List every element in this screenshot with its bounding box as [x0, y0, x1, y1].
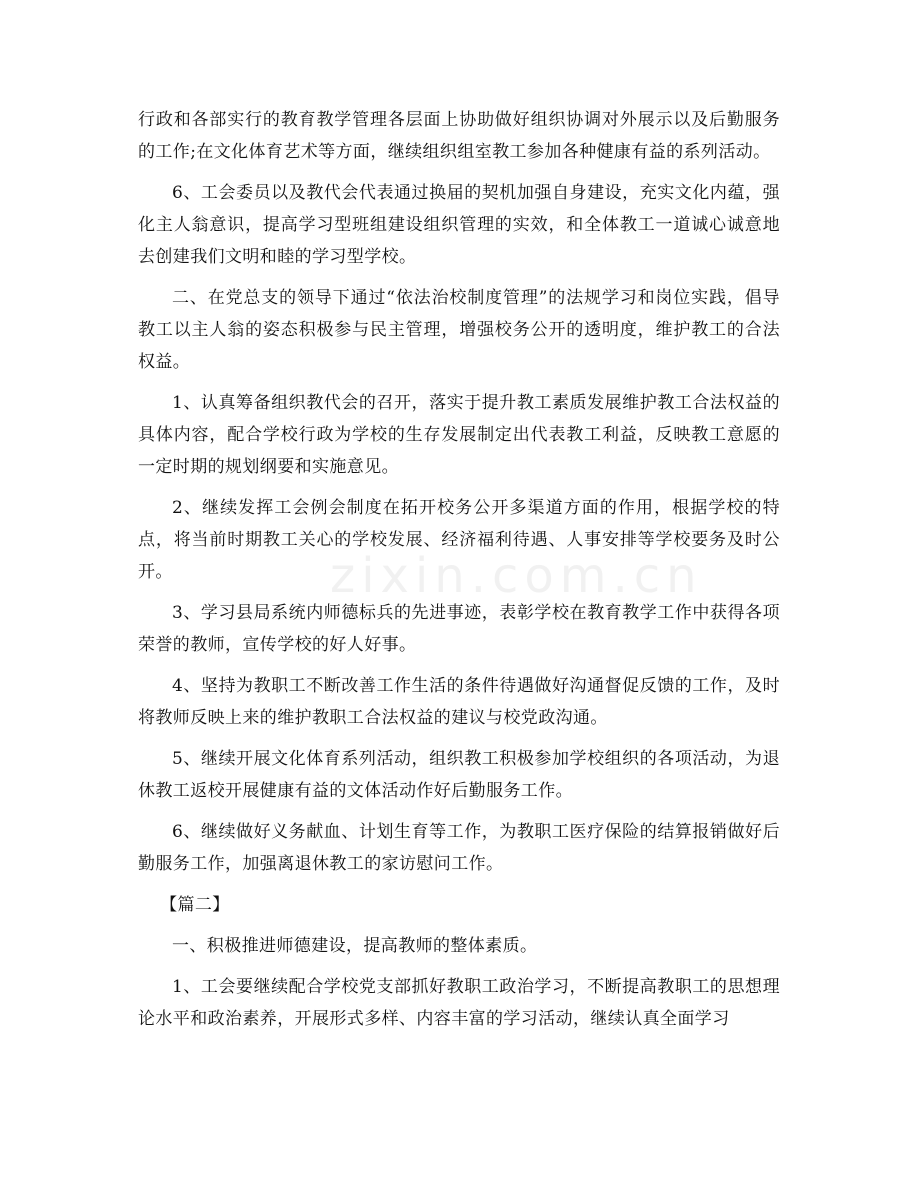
- watermark: zixin.com.cn: [330, 548, 703, 604]
- paragraph-6: 3、学习县局系统内师德标兵的先进事迹，表彰学校在教育教学工作中获得各项荣誉的教师，宣传学校的好人好事。: [138, 603, 780, 655]
- paragraph-7: 4、坚持为教职工不断改善工作生活的条件待遇做好沟通督促反馈的工作，及时将教师反映上来的维护教职工合法权益的建议与校党政沟通。: [138, 676, 780, 728]
- paragraph-5: 2、继续发挥工会例会制度在拓开校务公开多渠道方面的作用，根据学校的特点，将当前时期教工关心的学校发展、经济福利待遇、人事安排等学校要务及时公开。: [138, 498, 780, 582]
- paragraph-12: 1、工会要继续配合学校党支部抓好教职工政治学习，不断提高教职工的思想理论水平和政治素养，开展形式多样、内容丰富的学习活动，继续认真全面学习: [138, 977, 780, 1029]
- section-heading: 【篇二】: [160, 895, 230, 915]
- paragraph-3: 二、在党总支的领导下通过“依法治校制度管理”的法规学习和岗位实践，倡导教工以主人翁的姿态积极参与民主管理，增强校务公开的透明度，维护教工的合法权益。: [138, 288, 780, 372]
- paragraph-2: 6、工会委员以及教代会代表通过换届的契机加强自身建设，充实文化内蕴，强化主人翁意识，提高学习型班组建设组织管理的实效，和全体教工一道诚心诚意地去创建我们文明和睦的学习型学校。: [138, 183, 780, 267]
- paragraph-4: 1、认真筹备组织教代会的召开，落实于提升教工素质发展维护教工合法权益的具体内容，配合学校行政为学校的生存发展制定出代表教工利益，反映教工意愿的一定时期的规划纲要和实施意见。: [138, 393, 780, 477]
- paragraph-1: 行政和各部实行的教育教学管理各层面上协助做好组织协调对外展示以及后勤服务的工作;在文化体育艺术等方面，继续组织组室教工参加各种健康有益的系列活动。: [138, 110, 780, 162]
- document-body: [138, 104, 780, 1044]
- paragraph-9: 6、继续做好义务献血、计划生育等工作，为教职工医疗保险的结算报销做好后勤服务工作，加强离退休教工的家访慰问工作。: [138, 822, 780, 874]
- paragraph-8: 5、继续开展文化体育系列活动，组织教工积极参加学校组织的各项活动，为退休教工返校开展健康有益的文体活动作好后勤服务工作。: [138, 749, 780, 801]
- paragraph-11: 一、积极推进师德建设，提高教师的整体素质。: [172, 936, 538, 956]
